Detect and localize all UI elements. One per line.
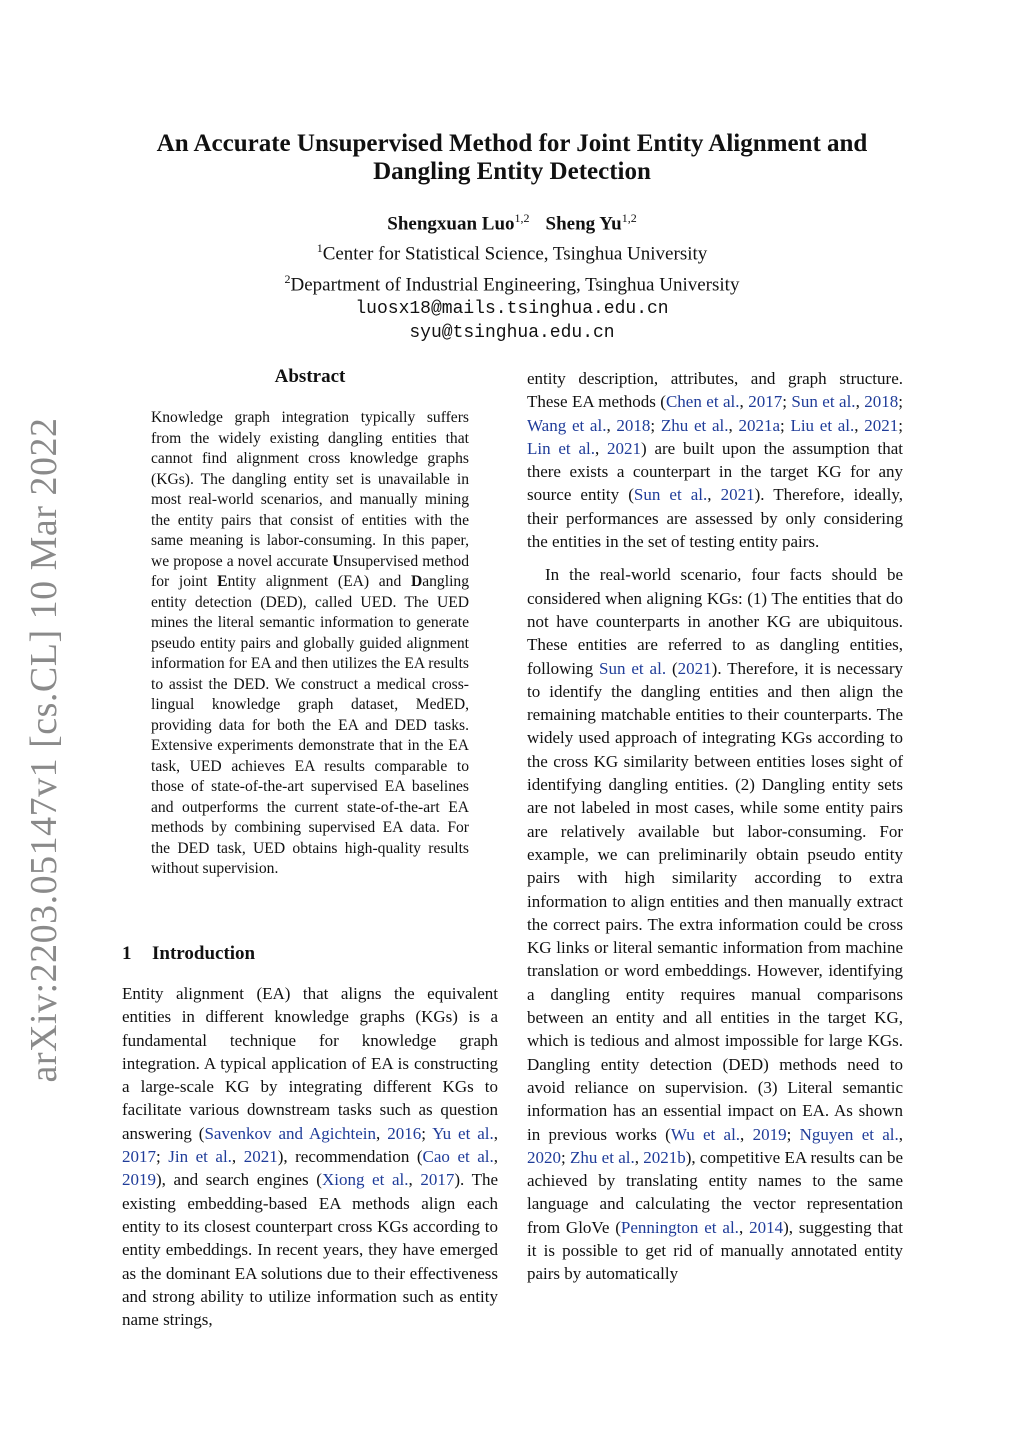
citation-link[interactable]: 2018: [864, 392, 899, 412]
citation-link[interactable]: 2014: [749, 1217, 784, 1237]
section-heading-introduction: [122, 943, 255, 965]
citation-link[interactable]: 2021: [243, 1147, 278, 1167]
citation-link[interactable]: Cao et al.: [422, 1147, 494, 1167]
affiliation-2: $^2$Department of Industrial Engineering, Tsinghua University: [284, 271, 740, 295]
citation-link[interactable]: Wu et al.: [670, 1124, 741, 1144]
title-line-1: An Accurate Unsupervised Method for Joint Entity Alignment and: [156, 130, 868, 157]
citation-link[interactable]: Xiong et al.: [321, 1170, 409, 1190]
intro-paragraph-1-cont: entity description, attributes, and graph structure. These EA methods (Chen et al., 2017; Sun et al., 2018; Wang et al., 2018; Zhu et al., 2021a; Liu et al., 2021; Lin et al., 2021) are built upon the assumption that there exists a counterpart in the target KG for any source entity (Sun et al., 2021). Therefore, ideally, their performances are assessed by only considering the entities in the set of testing entity pairs.: [527, 369, 904, 552]
author-block: [150, 206, 874, 345]
citation-link[interactable]: Savenkov and Agichtein: [204, 1123, 377, 1143]
citation-link[interactable]: 2016: [387, 1123, 422, 1143]
citation-link[interactable]: 2021: [720, 485, 755, 505]
citation-link[interactable]: 2021: [864, 415, 899, 435]
citation-link[interactable]: Liu et al.: [790, 415, 855, 435]
citation-link[interactable]: Yu et al.: [432, 1123, 494, 1143]
intro-right-column: [527, 367, 903, 1286]
citation-link[interactable]: Wang et al.: [527, 415, 607, 435]
citation-link[interactable]: 2017: [420, 1170, 455, 1190]
title-line-2: Dangling Entity Detection: [373, 158, 651, 185]
affiliation-1: $^1$Center for Statistical Science, Tsinghua University: [316, 241, 708, 265]
citation-link[interactable]: 2021b: [643, 1147, 686, 1167]
author-2-affil: 1,2: [621, 211, 637, 225]
citation-link[interactable]: Jin et al.: [168, 1147, 232, 1167]
author-names: [150, 206, 874, 236]
citation-link[interactable]: Nguyen et al.: [799, 1124, 899, 1144]
author-2: Sheng Yu: [545, 213, 622, 235]
author-1-affil: 1,2: [514, 211, 530, 225]
intro-paragraph-2: In the real-world scenario, four facts should be considered when aligning KGs: (1) The entities that do not have counterparts in another KG are ubiquitous. These entities are referred to as dangling entities, following Sun et al. (2021). Therefore, it is necessary to identify the dangling entities and then align the remaining matchable entities to their counterparts. The widely used approach of integrating KGs according to the cross KG similarity between entities loses sight of identifying dangling entities. (2) Dangling entity sets are not labeled in most cases, while some entity pairs are relatively available but labor-consuming. For example, we can preliminarily obtain pseudo entity pairs with high similarity according to extra information to align entities and then manually extract the correct pairs. The extra information could be cross KG links or literal semantic information from machine translation or word embeddings. However, identifying a dangling entity requires manual comparisons between an entity and all entities in the target KG, which is tedious and almost impossible for large KGs. Dangling entity detection (DED) methods need to avoid reliance on supervision. (3) Literal semantic information has an essential impact on EA. As shown in previous works (Wu et al., 2019; Nguyen et al., 2020; Zhu et al., 2021b), competitive EA results can be achieved by translating entity names to the same language and calculating the vector representation from GloVe (Pennington et al., 2014), suggesting that it is possible to get rid of manually annotated entity pairs by automatically: [527, 565, 904, 1284]
intro-paragraph-1: Entity alignment (EA) that aligns the equivalent entities in different knowledge graphs (KGs) is a fundamental technique for knowledge graph integration. A typical application of EA is constructing a large-scale KG by integrating different KGs to facilitate various downstream tasks such as question answering (Savenkov and Agichtein, 2016; Yu et al., 2017; Jin et al., 2021), recommendation (Cao et al., 2019), and search engines (Xiong et al., 2017). The existing embedding-based EA methods align each entity to its closest counterpart cross KGs according to entity embeddings. In recent years, they have emerged as the dominant EA solutions due to their effectiveness and strong ability to utilize information such as entity name strings,: [122, 984, 499, 1330]
citation-link[interactable]: 2021a: [738, 415, 780, 435]
citation-link[interactable]: Pennington et al.: [620, 1217, 739, 1237]
email-1[interactable]: luosx18@mails.tsinghua.edu.cn: [355, 298, 669, 319]
citation-link[interactable]: 2017: [122, 1147, 156, 1167]
citation-link[interactable]: 2018: [616, 415, 651, 435]
citation-link[interactable]: Sun et al.: [791, 392, 856, 412]
citation-link[interactable]: 2019: [752, 1124, 787, 1144]
arxiv-sidebar: [20, 417, 68, 1083]
citation-link[interactable]: Sun et al.: [599, 658, 667, 678]
citation-link[interactable]: 2021: [677, 658, 712, 678]
citation-link[interactable]: Sun et al.: [633, 485, 708, 505]
citation-link[interactable]: Lin et al.: [527, 438, 595, 458]
abstract-body: Knowledge graph integration typically suffers from the widely existing dangling entities that cannot find alignment cross knowledge graphs (KGs). The dangling entity set is unavailable in most real-world scenarios, and manually mining the entity pairs that consist of entities with the same meaning is labor-consuming. In this paper, we propose a novel accurate Unsupervised method for joint Entity alignment (EA) and Dangling entity detection (DED), called UED. The UED mines the literal semantic information to generate pseudo entity pairs and globally guided alignment information for EA and then utilizes the EA results to assist the DED. We construct a medical cross-lingual knowledge graph dataset, MedED, providing data for both the EA and DED tasks. Extensive experiments demonstrate that in the EA task, UED achieves EA results comparable to those of state-of-the-art supervised EA baselines and outperforms the current state-of-the-art EA methods by combining supervised EA data. For the DED task, UED obtains high-quality results without supervision.: [151, 409, 469, 877]
citation-link[interactable]: Zhu et al.: [570, 1147, 635, 1167]
arxiv-identifier: arXiv:2203.05147v1 [cs.CL] 10 Mar 2022: [23, 417, 65, 1083]
citation-link[interactable]: 2021: [607, 438, 642, 458]
abstract-heading: Abstract: [274, 366, 346, 387]
citation-link[interactable]: Chen et al.: [665, 392, 740, 412]
citation-link[interactable]: 2019: [122, 1170, 156, 1190]
citation-link[interactable]: 2020: [527, 1147, 561, 1167]
citation-link[interactable]: Zhu et al.: [660, 415, 729, 435]
intro-left-column: [122, 982, 498, 1331]
author-1: Shengxuan Luo: [387, 213, 515, 235]
section-number: 1: [122, 943, 132, 964]
email-2[interactable]: syu@tsinghua.edu.cn: [409, 322, 615, 343]
section-title: Introduction: [152, 943, 256, 964]
citation-link[interactable]: 2017: [748, 392, 783, 412]
paper-title: [150, 130, 874, 186]
